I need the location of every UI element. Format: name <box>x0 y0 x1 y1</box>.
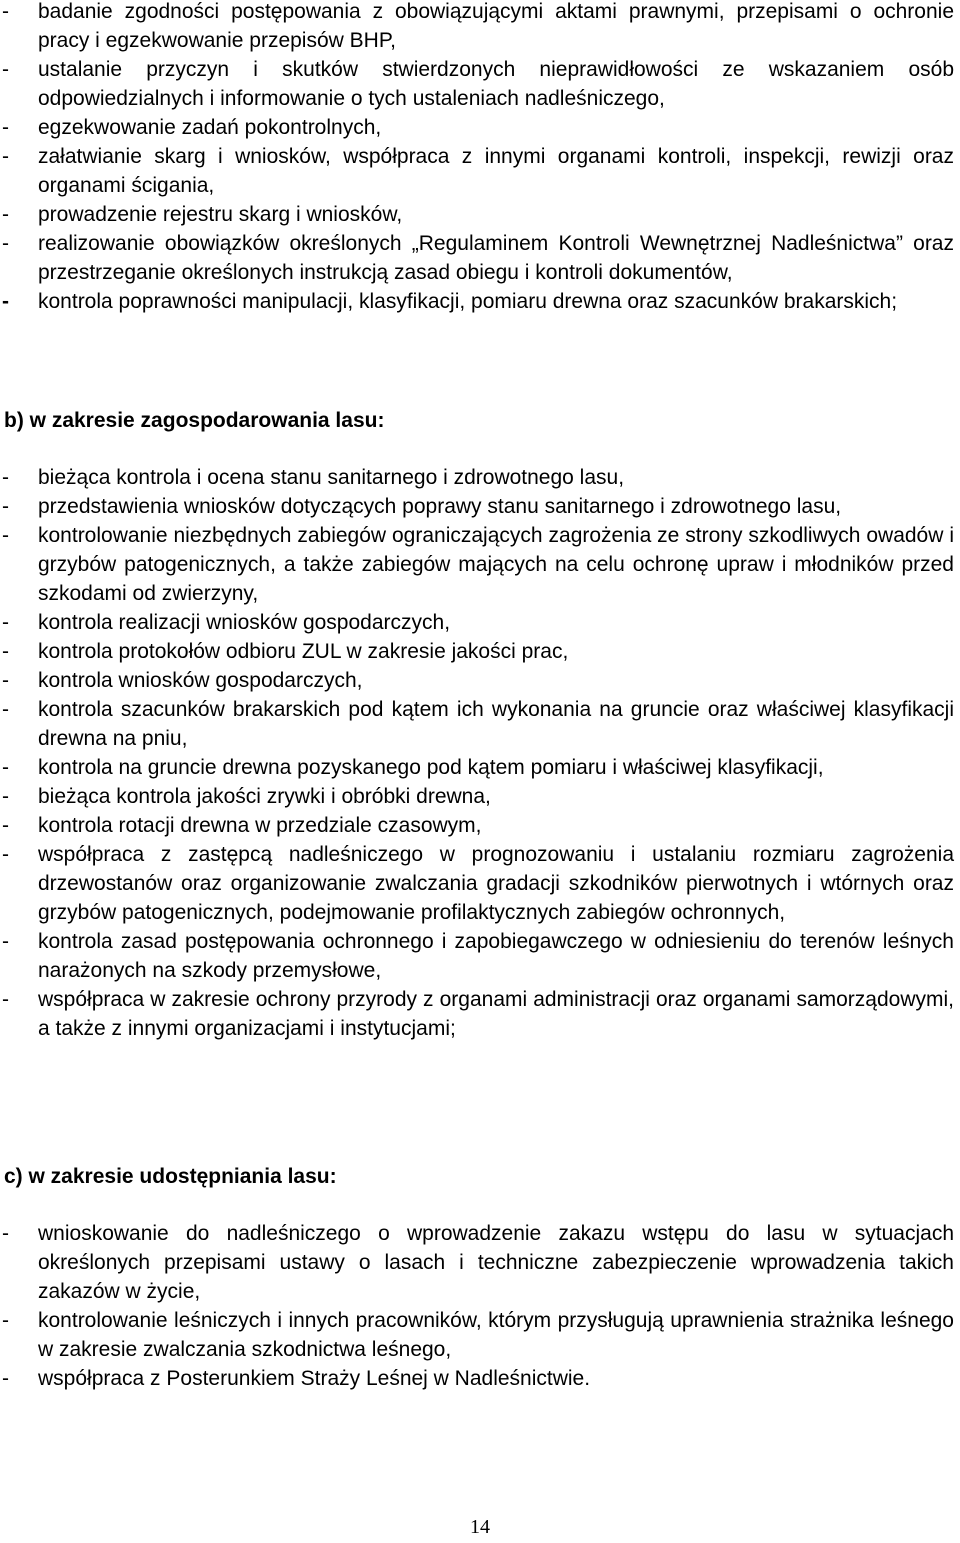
list-item-text: kontrola na gruncie drewna pozyskanego pod kątem pomiaru i właściwej klasyfikacji, <box>38 756 824 779</box>
list-item-text: prowadzenie rejestru skarg i wniosków, <box>38 203 403 226</box>
list-item <box>0 811 958 840</box>
list-dash: - <box>2 814 9 837</box>
list-item <box>0 521 958 608</box>
list-dash: - <box>2 698 9 721</box>
list-dash: - <box>2 669 9 692</box>
list-item <box>0 927 958 985</box>
list-dash: - <box>2 1309 9 1332</box>
list-item <box>0 753 958 782</box>
list-dash: - <box>2 0 9 23</box>
list-dash: - <box>2 930 9 953</box>
list-item <box>0 608 958 637</box>
list-dash: - <box>2 988 9 1011</box>
page-number: 14 <box>470 1516 490 1538</box>
list-item-text: kontrola zasad postępowania ochronnego i zapobiegawczego w odniesieniu do terenów leśnych narażonych na szkody przemysłowe, <box>38 930 954 982</box>
section-b-list <box>0 463 958 1043</box>
list-dash: - <box>2 290 9 313</box>
list-item-text: wnioskowanie do nadleśniczego o wprowadzenie zakazu wstępu do lasu w sytuacjach określonych przepisami ustawy o lasach i techniczne zabezpieczenie wprowadzenia takich zakazów w życie, <box>38 1222 954 1303</box>
list-item-text: kontrola rotacji drewna w przedziale czasowym, <box>38 814 482 837</box>
list-dash: - <box>2 203 9 226</box>
section-b-heading: b) w zakresie zagospodarowania lasu: <box>4 409 385 432</box>
list-dash: - <box>2 611 9 634</box>
list-item <box>0 229 958 287</box>
list-item <box>0 1219 958 1306</box>
list-item <box>0 1306 958 1364</box>
list-dash: - <box>2 640 9 663</box>
list-item-text: współpraca w zakresie ochrony przyrody z organami administracji oraz organami samorządowymi, a także z innymi organizacjami i instytucjami; <box>38 988 954 1040</box>
list-item-text: egzekwowanie zadań pokontrolnych, <box>38 116 382 139</box>
list-dash: - <box>2 1367 9 1390</box>
list-item <box>0 637 958 666</box>
list-item-text: kontrola poprawności manipulacji, klasyfikacji, pomiaru drewna oraz szacunków brakarskich; <box>38 290 898 313</box>
list-dash: - <box>2 466 9 489</box>
list-item-text: bieżąca kontrola i ocena stanu sanitarnego i zdrowotnego lasu, <box>38 466 625 489</box>
list-dash: - <box>2 232 9 255</box>
list-item <box>0 666 958 695</box>
list-item-text: przedstawienia wniosków dotyczących poprawy stanu sanitarnego i zdrowotnego lasu, <box>38 495 842 518</box>
section-a-list <box>0 0 958 316</box>
list-item-text: kontrolowanie leśniczych i innych pracowników, którym przysługują uprawnienia strażnika leśnego w zakresie zwalczania szkodnictwa leśnego, <box>38 1309 954 1361</box>
list-item <box>0 0 958 55</box>
list-item-text: badanie zgodności postępowania z obowiązującymi aktami prawnymi, przepisami o ochronie pracy i egzekwowanie przepisów BHP, <box>38 0 954 52</box>
list-item <box>0 287 958 316</box>
list-dash: - <box>2 756 9 779</box>
list-item <box>0 492 958 521</box>
list-item-text: ustalanie przyczyn i skutków stwierdzonych nieprawidłowości ze wskazaniem osób odpowiedzialnych i informowanie o tych ustaleniach nadleśniczego, <box>38 58 954 110</box>
list-item-text: współpraca z Posterunkiem Straży Leśnej w Nadleśnictwie. <box>38 1367 591 1390</box>
list-item-text: kontrola protokołów odbioru ZUL w zakresie jakości prac, <box>38 640 569 663</box>
list-dash: - <box>2 58 9 81</box>
list-item-text: kontrolowanie niezbędnych zabiegów ograniczających zagrożenia ze strony szkodliwych owadów i grzybów patogenicznych, a także zabiegów mających na celu ochronę upraw i młodników przed szkodami od zwierzyny, <box>38 524 954 605</box>
list-dash: - <box>2 524 9 547</box>
list-item <box>0 782 958 811</box>
list-dash: - <box>2 495 9 518</box>
list-item <box>0 463 958 492</box>
list-item <box>0 142 958 200</box>
list-item <box>0 55 958 113</box>
list-dash: - <box>2 1222 9 1245</box>
list-item-text: realizowanie obowiązków określonych „Regulaminem Kontroli Wewnętrznej Nadleśnictwa” oraz przestrzeganie określonych instrukcją zasad obiegu i kontroli dokumentów, <box>38 232 954 284</box>
section-c-list <box>0 1219 958 1393</box>
list-item <box>0 200 958 229</box>
list-item <box>0 985 958 1043</box>
list-item <box>0 695 958 753</box>
list-item-text: współpraca z zastępcą nadleśniczego w prognozowaniu i ustalaniu rozmiaru zagrożenia drzewostanów oraz organizowanie zwalczania gradacji szkodników pierwotnych i wtórnych oraz grzybów patogenicznych, podejmowanie profilaktycznych zabiegów ochronnych, <box>38 843 954 924</box>
list-item <box>0 113 958 142</box>
list-item-text: kontrola szacunków brakarskich pod kątem ich wykonania na gruncie oraz właściwej klasyfikacji drewna na pniu, <box>38 698 954 750</box>
list-item-text: kontrola realizacji wniosków gospodarczych, <box>38 611 451 634</box>
list-dash: - <box>2 785 9 808</box>
list-item-text: kontrola wniosków gospodarczych, <box>38 669 363 692</box>
list-item <box>0 1364 958 1393</box>
list-item-text: bieżąca kontrola jakości zrywki i obróbki drewna, <box>38 785 491 808</box>
list-item <box>0 840 958 927</box>
section-c-heading: c) w zakresie udostępniania lasu: <box>4 1165 337 1188</box>
list-dash: - <box>2 116 9 139</box>
list-item-text: załatwianie skarg i wniosków, współpraca z innymi organami kontroli, inspekcji, rewizji oraz organami ścigania, <box>38 145 954 197</box>
list-dash: - <box>2 843 9 866</box>
list-dash: - <box>2 145 9 168</box>
